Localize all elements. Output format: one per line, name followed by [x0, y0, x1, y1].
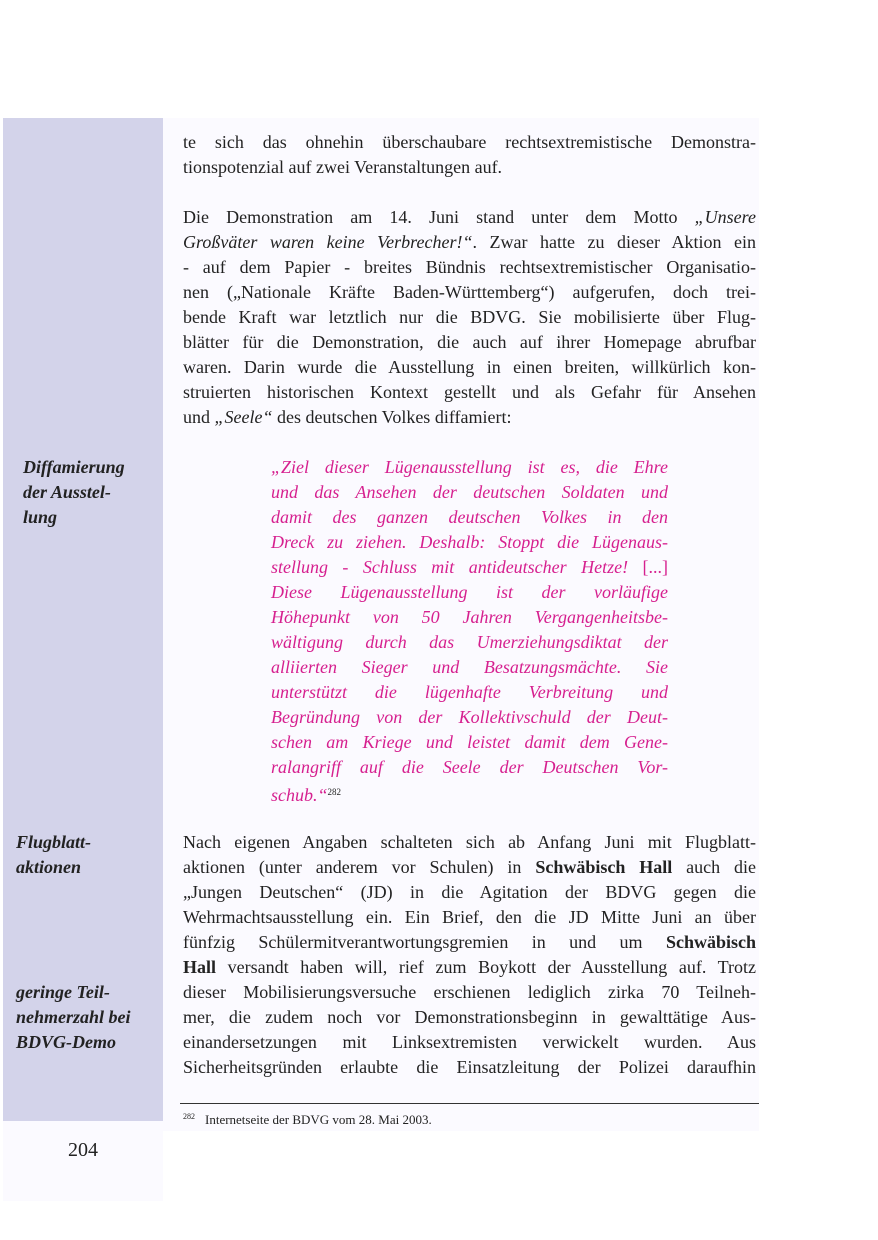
margin-note-participants: geringe Teil- nehmerzahl bei BDVG-Demo	[16, 982, 131, 1052]
footnote	[183, 1108, 432, 1129]
page-number: 204	[68, 1139, 98, 1161]
footnote-number: 282	[183, 1112, 195, 1121]
margin-sidebar	[3, 118, 163, 1121]
paragraph-1: te sich das ohnehin überschaubare rechtsextremistische Demonstra- tionspotenzial auf zwei Veranstaltungen auf.	[183, 132, 756, 177]
footnote-rule	[180, 1103, 759, 1104]
paragraph-2: Die Demonstration am 14. Juni stand unter dem Motto „Unsere Großväter waren keine Verbrecher!“. Zwar hatte zu dieser Aktion ein - auf dem Papier - breites Bündnis rechtsextremistischer Organisatio- nen („Nationale Kräfte Baden-Württemberg“) aufgerufen, doch trei- bende Kraft war letztlich nur die BDVG. Sie mobilisierte über Flug- blätter für die Demonstration, die auch auf ihrer Homepage abrufbar waren. Darin wurde die Ausstellung in einen breiten, willkürlich kon- struierten historischen Kontext gestellt und als Gefahr für Ansehen und „Seele“ des deutschen Volkes diffamiert:	[183, 207, 756, 427]
margin-note-defamation: Diffamierung der Ausstel- lung	[23, 457, 125, 527]
block-quote: „Ziel dieser Lügenausstellung ist es, die Ehre und das Ansehen der deutschen Soldaten und damit des ganzen deutschen Volkes in den Dreck zu ziehen. Deshalb: Stoppt die Lügenaus- stellung - Schluss mit antideutscher Hetze! [...] Diese Lügenausstellung ist der vorläufige Höhepunkt von 50 Jahren Vergangenheitsbe- wältigung durch das Umerziehungsdiktat der alliierten Sieger und Besatzungsmächte. Sie unterstützt die lügenhafte Verbreitung und Begründung von der Kollektivschuld der Deut- schen am Kriege und leistet damit dem Gene- ralangriff auf die Seele der Deutschen Vor- schub.“$^{282}$	[271, 457, 668, 805]
paragraph-3: Nach eigenen Angaben schalteten sich ab Anfang Juni mit Flugblatt- aktionen (unter anderem vor Schulen) in Schwäbisch Hall auch die „Jungen Deutschen“ (JD) in die Agitation der BDVG gegen die Wehrmachtsausstellung ein. Ein Brief, den die JD Mitte Juni an über fünfzig Schülermitverantwortungsgremien in und um Schwäbisch Hall versandt haben will, rief zum Boykott der Ausstellung auf. Trotz dieser Mobilisierungsversuche erschienen lediglich zirka 70 Teilneh- mer, die zudem noch vor Demonstrationsbeginn in gewalttätige Aus- einandersetzungen mit Linksextremisten verwickelt wurden. Aus Sicherheitsgründen erlaubte die Einsatzleitung der Polizei daraufhin	[183, 832, 757, 1077]
footnote-reference[interactable]: 282	[327, 787, 342, 797]
page-number-area	[3, 1121, 163, 1201]
margin-note-leaflets: Flugblatt- aktionen	[16, 832, 92, 877]
footnote-text: Internetseite der BDVG vom 28. Mai 2003.	[205, 1112, 432, 1127]
